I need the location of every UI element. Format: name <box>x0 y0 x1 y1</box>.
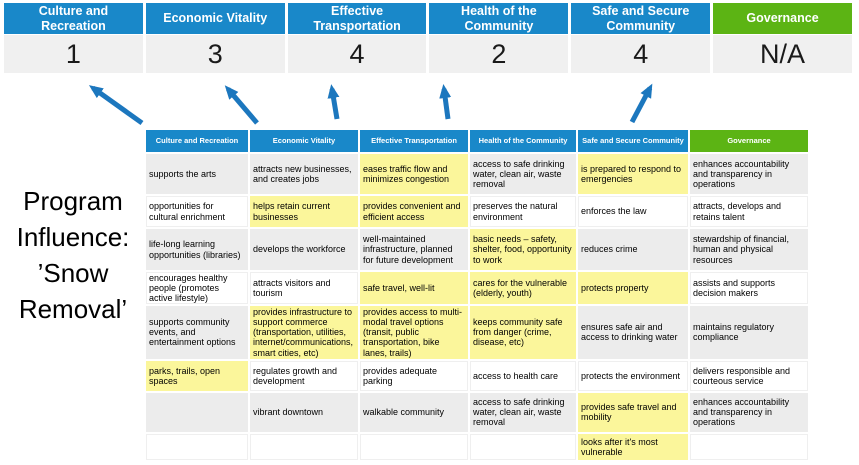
program-label-line: Program <box>23 186 123 216</box>
matrix-cell: provides infrastructure to support commerce (transportation, utilities, internet/communications, smart cities, etc) <box>250 306 358 358</box>
program-label-line: Influence: <box>16 222 130 252</box>
matrix-cell: attracts, develops and retains talent <box>690 196 808 227</box>
matrix-cell: attracts new businesses, and creates jobs <box>250 154 358 194</box>
matrix-cell: ensures safe air and access to drinking water <box>578 306 688 358</box>
matrix-row <box>146 306 808 358</box>
program-influence-label <box>2 183 144 327</box>
summary-score: N/A <box>713 35 852 73</box>
matrix-cell: opportunities for cultural enrichment <box>146 196 248 227</box>
matrix-cell: provides convenient and efficient access <box>360 196 468 227</box>
summary-col-health-of-the-community <box>429 3 568 73</box>
matrix-cell: attracts visitors and tourism <box>250 272 358 304</box>
matrix-cell: supports community events, and entertainment options <box>146 306 248 358</box>
matrix-cell: access to health care <box>470 361 576 391</box>
summary-header: Governance <box>713 3 852 34</box>
summary-score: 2 <box>429 35 568 73</box>
matrix-row <box>146 361 808 391</box>
matrix-row <box>146 154 808 194</box>
matrix-header-effective-transportation: Effective Transportation <box>360 130 468 152</box>
matrix-cell: encourages healthy people (promotes active lifestyle) <box>146 272 248 304</box>
matrix-cell: enhances accountability and transparency in operations <box>690 154 808 194</box>
matrix-cell: access to safe drinking water, clean air, waste removal <box>470 154 576 194</box>
matrix-cell: cares for the vulnerable (elderly, youth) <box>470 272 576 304</box>
matrix-cell: provides access to multi-modal travel options (transit, public transportation, bike lanes, trails) <box>360 306 468 358</box>
matrix-header-governance: Governance <box>690 130 808 152</box>
matrix-cell <box>470 434 576 460</box>
summary-header: Safe and Secure Community <box>571 3 710 34</box>
matrix-row <box>146 196 808 227</box>
matrix-cell: preserves the natural environment <box>470 196 576 227</box>
program-label-line: ’Snow <box>37 258 109 288</box>
summary-col-economic-vitality <box>146 3 285 73</box>
matrix-cell: provides adequate parking <box>360 361 468 391</box>
matrix-row <box>146 393 808 432</box>
matrix-cell: safe travel, well-lit <box>360 272 468 304</box>
summary-score: 3 <box>146 35 285 73</box>
summary-score: 1 <box>4 35 143 73</box>
matrix-cell: stewardship of financial, human and physical resources <box>690 229 808 270</box>
up-arrow <box>93 88 142 123</box>
matrix-header-economic-vitality: Economic Vitality <box>250 130 358 152</box>
matrix-cell: supports the arts <box>146 154 248 194</box>
matrix-cell: is prepared to respond to emergencies <box>578 154 688 194</box>
score-summary-band <box>4 3 852 73</box>
matrix-header-culture-and-recreation: Culture and Recreation <box>146 130 248 152</box>
matrix-cell: life-long learning opportunities (libraries) <box>146 229 248 270</box>
summary-col-effective-transportation <box>288 3 427 73</box>
matrix-header-row <box>146 130 808 152</box>
summary-header: Culture and Recreation <box>4 3 143 34</box>
up-arrow <box>444 89 448 119</box>
matrix-cell: helps retain current businesses <box>250 196 358 227</box>
matrix-cell: keeps community safe from danger (crime, disease, etc) <box>470 306 576 358</box>
matrix-cell: reduces crime <box>578 229 688 270</box>
influence-matrix <box>144 128 810 462</box>
matrix-cell: eases traffic flow and minimizes congestion <box>360 154 468 194</box>
matrix-cell: walkable community <box>360 393 468 432</box>
summary-header: Effective Transportation <box>288 3 427 34</box>
matrix-cell <box>360 434 468 460</box>
matrix-cell: vibrant downtown <box>250 393 358 432</box>
matrix-cell <box>146 434 248 460</box>
matrix-cell: basic needs – safety, shelter, food, opportunity to work <box>470 229 576 270</box>
up-arrow <box>332 89 337 119</box>
arrows-layer <box>0 75 859 135</box>
matrix-cell: develops the workforce <box>250 229 358 270</box>
matrix-cell: well-maintained infrastructure, planned for future development <box>360 229 468 270</box>
matrix-cell <box>690 434 808 460</box>
matrix-cell: regulates growth and development <box>250 361 358 391</box>
up-arrow <box>632 88 650 122</box>
matrix-cell: assists and supports decision makers <box>690 272 808 304</box>
matrix-cell <box>146 393 248 432</box>
summary-col-culture-and-recreation <box>4 3 143 73</box>
matrix-cell: maintains regulatory compliance <box>690 306 808 358</box>
matrix-cell: parks, trails, open spaces <box>146 361 248 391</box>
matrix-header-health-of-the-community: Health of the Community <box>470 130 576 152</box>
matrix-cell: enforces the law <box>578 196 688 227</box>
summary-col-safe-and-secure-community <box>571 3 710 73</box>
matrix-row <box>146 272 808 304</box>
summary-header: Economic Vitality <box>146 3 285 34</box>
program-label-line: Removal’ <box>18 294 128 324</box>
summary-header: Health of the Community <box>429 3 568 34</box>
matrix-cell: protects property <box>578 272 688 304</box>
summary-col-governance <box>713 3 852 73</box>
matrix-cell: looks after it's most vulnerable <box>578 434 688 460</box>
summary-score: 4 <box>571 35 710 73</box>
matrix-cell: enhances accountability and transparency in operations <box>690 393 808 432</box>
matrix-header-safe-and-secure-community: Safe and Secure Community <box>578 130 688 152</box>
matrix-cell: provides safe travel and mobility <box>578 393 688 432</box>
summary-score: 4 <box>288 35 427 73</box>
matrix-cell: protects the environment <box>578 361 688 391</box>
matrix-cell: access to safe drinking water, clean air, waste removal <box>470 393 576 432</box>
matrix-row <box>146 434 808 460</box>
up-arrow <box>228 89 257 123</box>
matrix-cell <box>250 434 358 460</box>
matrix-row <box>146 229 808 270</box>
matrix-cell: delivers responsible and courteous service <box>690 361 808 391</box>
